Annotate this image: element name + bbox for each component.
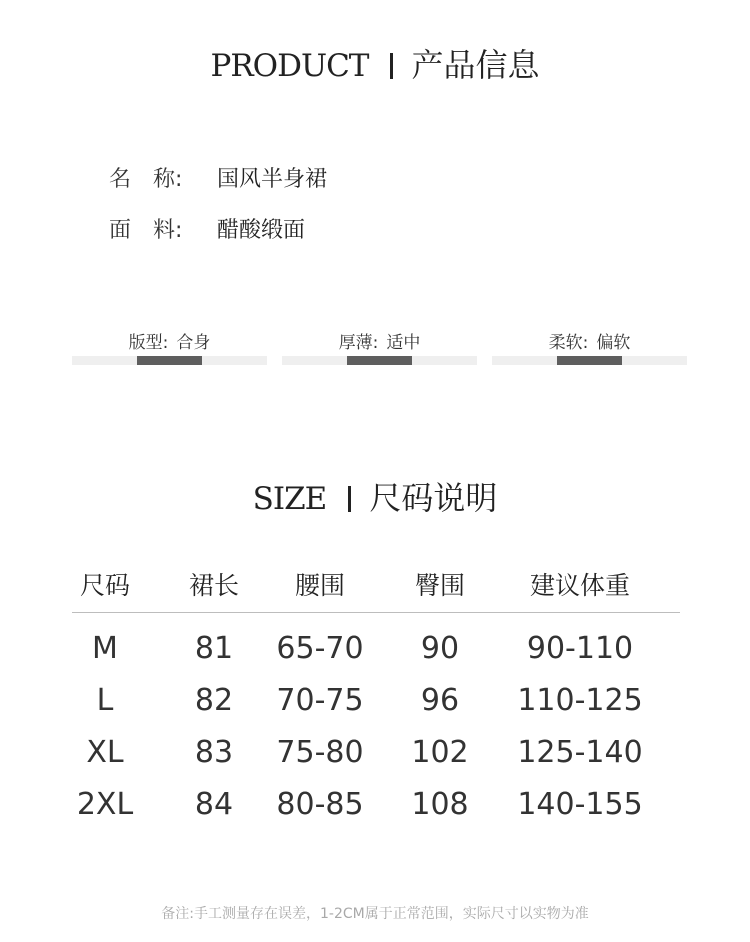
cell-length: 84: [194, 787, 234, 822]
cell-hip: 96: [420, 683, 460, 718]
table-row: [72, 671, 680, 723]
cell-hip: 108: [411, 787, 469, 822]
cell-weight: 140-155: [517, 787, 643, 822]
attribute-softness-value: 偏软: [596, 333, 631, 353]
attribute-thickness-label: 厚薄:: [338, 333, 379, 353]
info-row-name: [109, 162, 327, 193]
attribute-softness-indicator: [557, 356, 622, 365]
column-header-hip: 臀围: [414, 571, 465, 600]
cell-length: 83: [194, 735, 234, 770]
attribute-softness-track: [492, 356, 687, 365]
attribute-fit-track: [72, 356, 267, 365]
attribute-softness: [492, 328, 687, 353]
column-header-waist: 腰围: [294, 571, 345, 600]
table-row: [72, 775, 680, 827]
attribute-fit-label: 版型:: [128, 333, 169, 353]
attribute-fit: [72, 328, 267, 353]
attribute-thickness-track: [282, 356, 477, 365]
cell-waist: 65-70: [276, 631, 364, 666]
attribute-softness-text: [492, 328, 687, 353]
cell-length: 82: [194, 683, 234, 718]
title-divider: [390, 53, 393, 79]
size-table: [72, 560, 680, 827]
attribute-thickness-indicator: [347, 356, 412, 365]
attribute-fit-value: 合身: [176, 333, 211, 353]
product-section-title: [0, 40, 750, 86]
cell-waist: 75-80: [276, 735, 364, 770]
attribute-thickness-text: [282, 328, 477, 353]
cell-length: 81: [194, 631, 234, 666]
cell-hip: 102: [411, 735, 469, 770]
attribute-fit-indicator: [137, 356, 202, 365]
cell-size: 2XL: [76, 787, 134, 822]
size-table-header: [72, 560, 680, 613]
product-title-en: PRODUCT: [210, 48, 369, 84]
cell-weight: 90-110: [526, 631, 634, 666]
attribute-fit-text: [72, 328, 267, 353]
size-section-title: [0, 473, 750, 519]
cell-waist: 80-85: [276, 787, 364, 822]
size-title-cn: 尺码说明: [369, 479, 498, 517]
cell-weight: 110-125: [517, 683, 643, 718]
attribute-thickness: [282, 328, 477, 353]
size-title-en: SIZE: [252, 481, 327, 517]
column-header-weight: 建议体重: [529, 571, 630, 600]
info-fabric-label: 面 料:: [109, 218, 183, 243]
cell-waist: 70-75: [276, 683, 364, 718]
info-name-value: 国风半身裙: [217, 167, 328, 192]
cell-size: L: [96, 683, 114, 718]
cell-size: XL: [86, 735, 124, 770]
column-header-length: 裙长: [188, 571, 239, 600]
info-row-fabric: [109, 213, 305, 244]
attribute-softness-label: 柔软:: [548, 333, 589, 353]
table-row: [72, 723, 680, 775]
table-row: [72, 619, 680, 671]
cell-hip: 90: [420, 631, 460, 666]
column-header-size: 尺码: [79, 571, 130, 600]
info-name-label: 名 称:: [109, 167, 183, 192]
footnote: 备注:手工测量存在误差，1-2CM属于正常范围，实际尺寸以实物为准: [161, 906, 589, 922]
cell-size: M: [92, 631, 118, 666]
product-title-cn: 产品信息: [411, 46, 540, 84]
attribute-thickness-value: 适中: [386, 333, 421, 353]
info-fabric-value: 醋酸缎面: [217, 218, 306, 243]
title-divider: [348, 486, 351, 512]
cell-weight: 125-140: [517, 735, 643, 770]
